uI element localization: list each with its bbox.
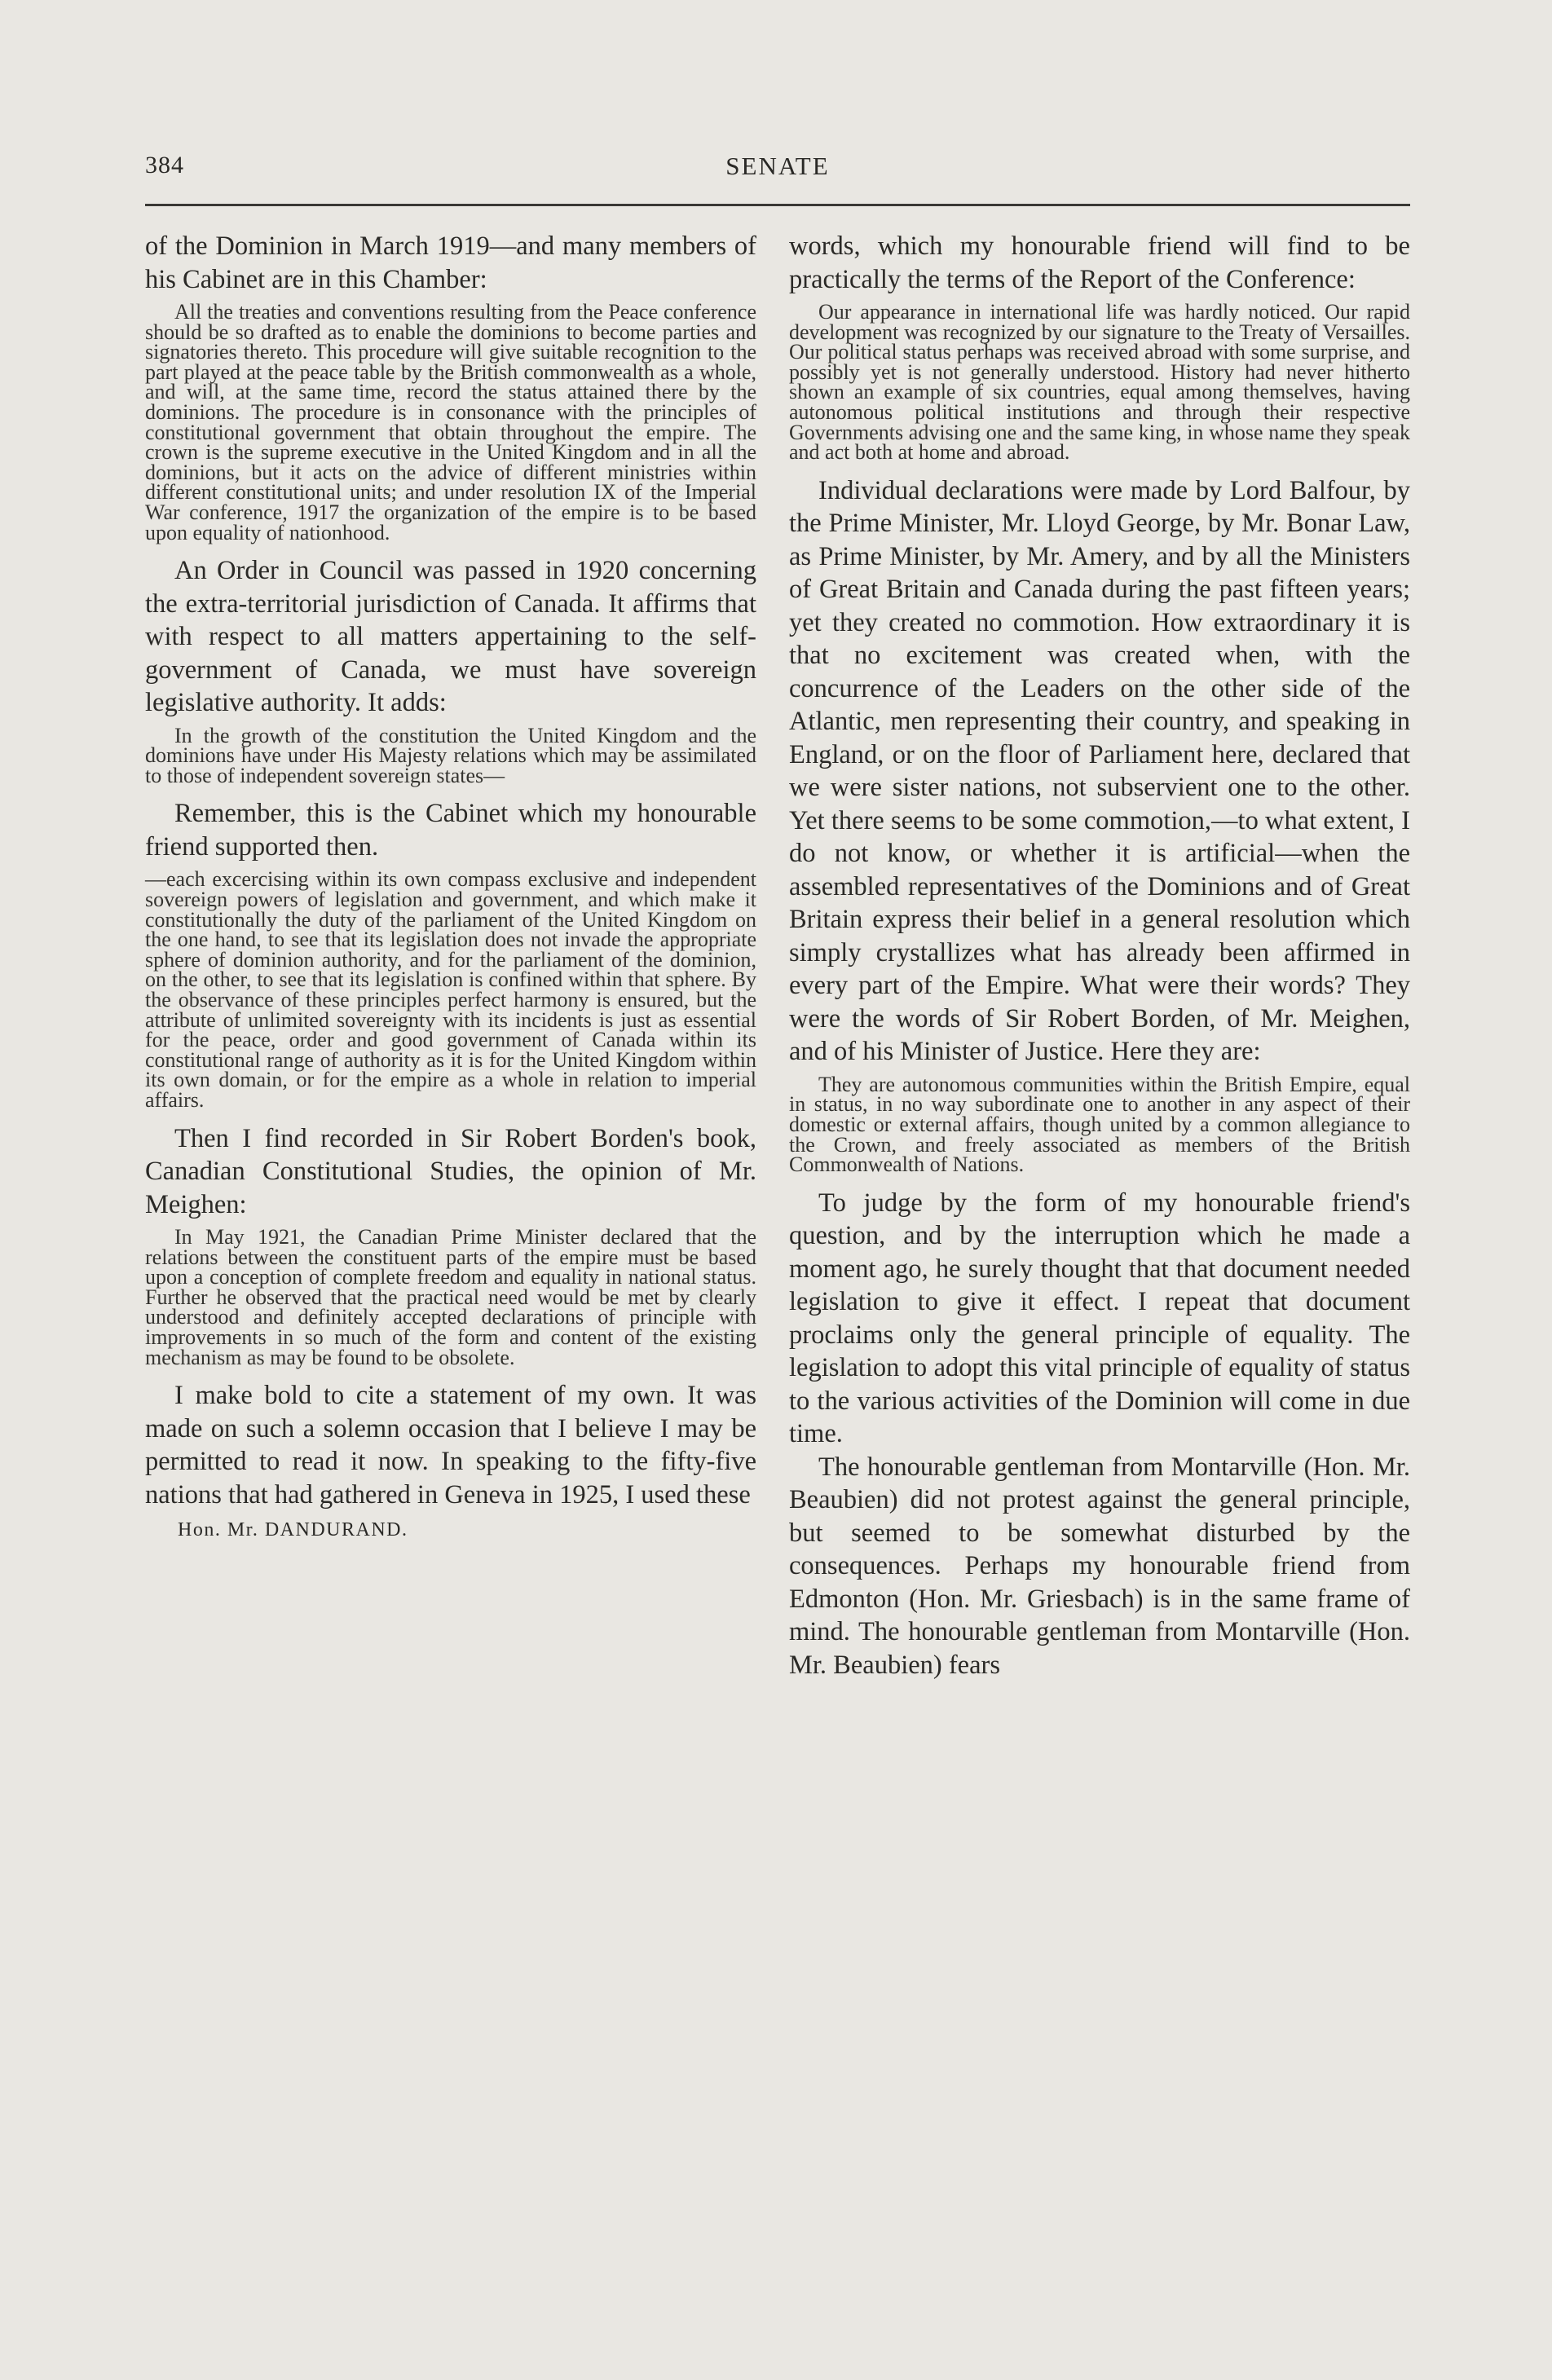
block-quote: —each excercising within its own compass exclusive and independent sovereign powers of legislation and government, and which make it constitutionally the duty of the parliament of the United Kingdom on the one hand, to see that its legislation does not invade the appropriate sphere of dominion authority, and for the parliament of the dominion, on the other, to see that its legislation is confined within that sphere. By the observance of these principles perfect harmony is ensured, but the attribute of unlimited sovereignty with its incidents is just as essential for the peace, order and good government of Canada within its constitutional range of authority as it is for the United Kingdom within its own domain, or for the empire as a whole in relation to imperial affairs. [145, 867, 756, 1112]
paragraph: The honourable gentleman from Montarville (Hon. Mr. Beaubien) did not protest against the general principle, but seemed to be somewhat disturbed by the consequences. Perhaps my honourable friend from Edmonton (Hon. Mr. Griesbach) is in the same frame of mind. The honourable gentleman from Montarville (Hon. Mr. Beaubien) fears [789, 1452, 1410, 1680]
paragraph: Then I find recorded in Sir Robert Borden's book, Canadian Constitutional Studies, the opinion of Mr. Meighen: [145, 1123, 756, 1219]
left-column [145, 230, 756, 1541]
paragraph: An Order in Council was passed in 1920 concerning the extra-territorial jurisdiction of Canada. It affirms that with respect to all matters appertaining to the self-government of Canada, we must have sovereign legislative authority. It adds: [145, 556, 756, 718]
block-quote: All the treaties and conventions resulting from the Peace conference should be so drafted as to enable the dominions to become parties and signatories thereto. This procedure will give suitable recognition to the part played at the peace table by the British commonwealth as a whole, and will, at the same time, record the status attained there by the dominions. The procedure is in consonance with the principles of constitutional government that obtain throughout the empire. The crown is the supreme executive in the United Kingdom and in all the dominions, but it acts on the advice of different ministries within different constitutional units; and under resolution IX of the Imperial War conference, 1917 the organization of the empire is to be based upon equality of nationhood. [145, 300, 756, 544]
speaker-footer: Hon. Mr. DANDURAND. [178, 1519, 408, 1541]
block-quote: They are autonomous communities within the British Empire, equal in status, in no way subordinate one to another in any aspect of their domestic or external affairs, though united by a common allegiance to the Crown, and freely associated as members of the British Commonwealth of Nations. [789, 1072, 1410, 1177]
block-quote: In May 1921, the Canadian Prime Minister declared that the relations between the constituent parts of the empire must be based upon a conception of complete freedom and equality in national status. Further he observed that the practical need would be met by clearly understood and definitely accepted declarations of principle with improvements in so much of the form and content of the existing mechanism as may be found to be obsolete. [145, 1225, 756, 1369]
page-header [145, 145, 1410, 202]
paragraph: Remember, this is the Cabinet which my honourable friend supported then. [145, 799, 756, 862]
right-column [789, 230, 1410, 1681]
paragraph: words, which my honourable friend will find to be practically the terms of the Report of the Conference: [789, 231, 1410, 294]
block-quote: In the growth of the constitution the United Kingdom and the dominions have under His Majesty relations which may be assimilated to those of independent sovereign states— [145, 723, 756, 787]
running-head: SENATE [725, 152, 830, 180]
header-rule [145, 204, 1410, 206]
paragraph: of the Dominion in March 1919—and many members of his Cabinet are in this Chamber: [145, 231, 756, 294]
paragraph: I make bold to cite a statement of my own. It was made on such a solemn occasion that I believe I may be permitted to read it now. In speaking to the fifty-five nations that had gathered in Geneva in 1925, I used these [145, 1381, 756, 1510]
paragraph: To judge by the form of my honourable friend's question, and by the interruption which he made a moment ago, he surely thought that that document needed legislation to give it effect. I repeat that document proclaims only the general principle of equality. The legislation to adopt this vital principle of equality of status to the various activities of the Dominion will come in due time. [789, 1188, 1410, 1449]
paragraph: Individual declarations were made by Lord Balfour, by the Prime Minister, Mr. Lloyd George, by Mr. Bonar Law, as Prime Minister, by Mr. Amery, and by all the Ministers of Great Britain and Canada during the past fifteen years; yet they created no commotion. How extraordinary it is that no excitement was created when, with the concurrence of the Leaders on the other side of the Atlantic, men representing their country, and speaking in England, or on the floor of Parliament here, declared that we were sister nations, not subservient one to the other. Yet there seems to be some commotion,—to what extent, I do not know, or whether it is artificial—when the assembled representatives of the Dominions and of Great Britain express their belief in a general resolution which simply crystallizes what has already been affirmed in every part of the Empire. What were their words? They were the words of Sir Robert Borden, of Mr. Meighen, and of his Minister of Justice. Here they are: [789, 475, 1410, 1067]
block-quote: Our appearance in international life was hardly noticed. Our rapid development was recognized by our signature to the Treaty of Versailles. Our political status perhaps was received abroad with some surprise, and possibly yet is not generally understood. History had never hitherto shown an example of six countries, equal among themselves, having autonomous political institutions and through their respective Governments advising one and the same king, in whose name they speak and act both at home and abroad. [789, 300, 1410, 465]
page-number: 384 [145, 152, 184, 178]
